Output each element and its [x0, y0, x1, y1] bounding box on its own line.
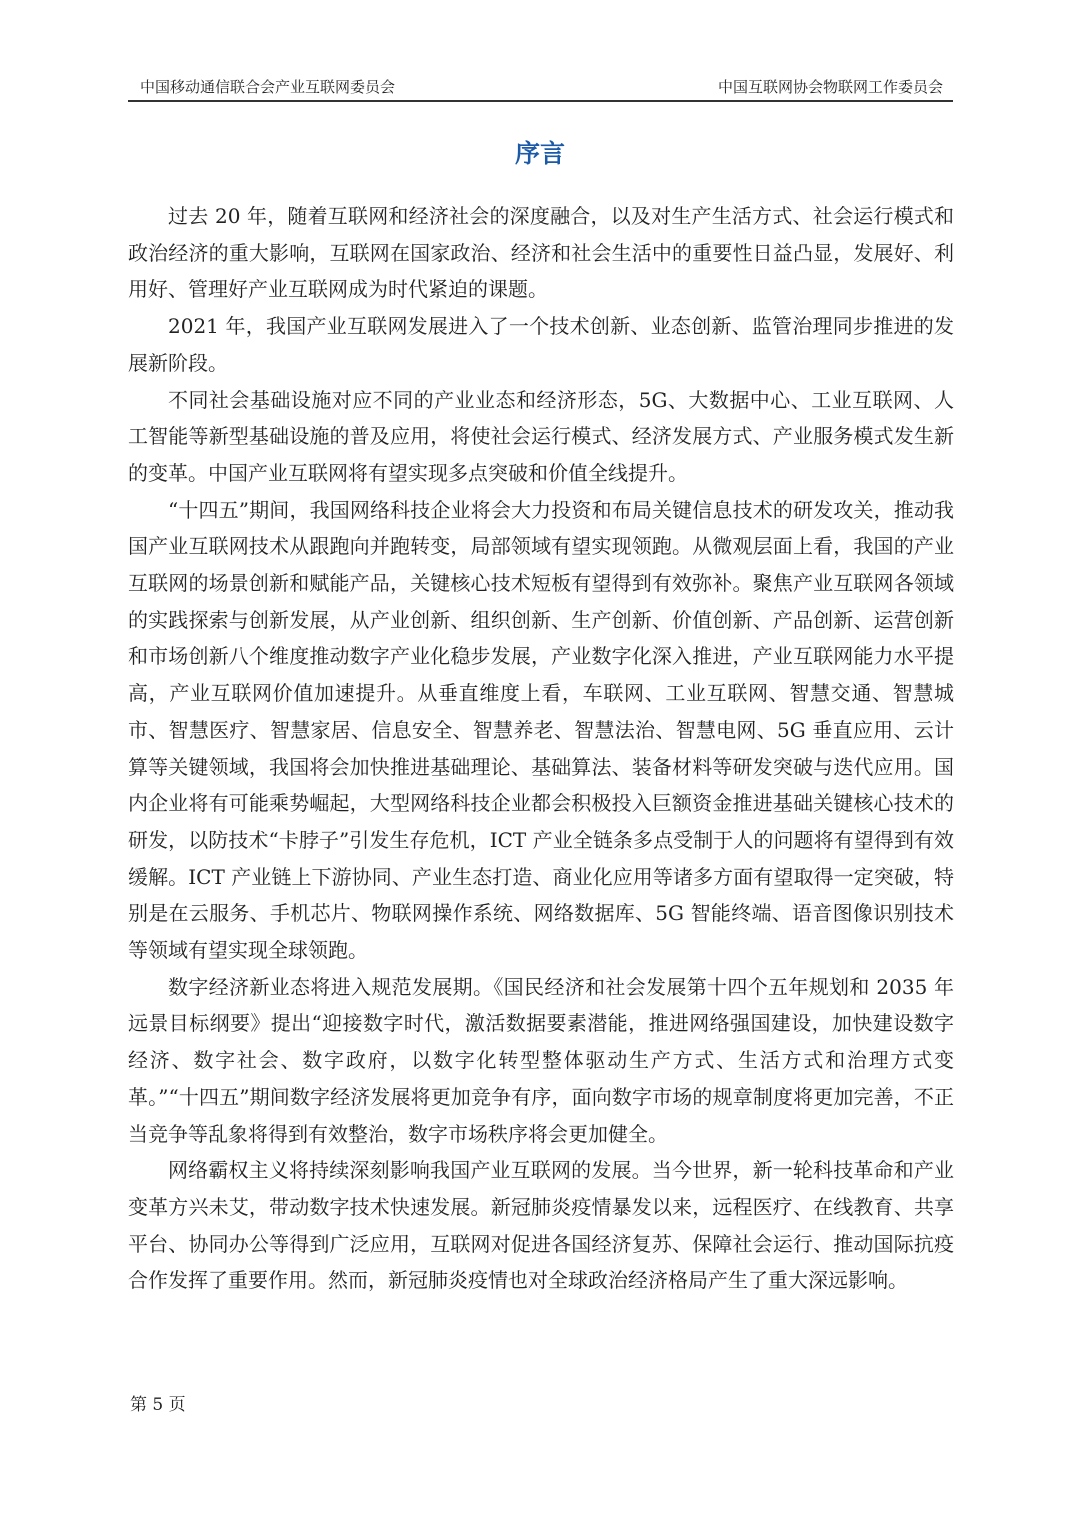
page-title: 序言	[514, 139, 565, 168]
paragraph: 数字经济新业态将进入规范发展期。《国民经济和社会发展第十四个五年规划和 2035 年远景目标纲要》提出“迎接数字时代，激活数据要素潜能，推进网络强国建设，加快建设数字经济、数字社会、数字政府，以数字化转型整体驱动生产方式、生活方式和治理方式变革。”“十四五”期间数字经济发展将更加竞争有序，面向数字市场的规章制度将更加完善，不正当竞争等乱象将得到有效整治，数字市场秩序将会更加健全。	[128, 974, 954, 1146]
paragraph: 不同社会基础设施对应不同的产业业态和经济形态，5G、大数据中心、工业互联网、人工智能等新型基础设施的普及应用，将使社会运行模式、经济发展方式、产业服务模式发生新的变革。中国产业互联网将有望实现多点突破和价值全线提升。	[128, 387, 954, 485]
paragraph: 网络霸权主义将持续深刻影响我国产业互联网的发展。当今世界，新一轮科技革命和产业变革方兴未艾，带动数字技术快速发展。新冠肺炎疫情暴发以来，远程医疗、在线教育、共享平台、协同办公等得到广泛应用，互联网对促进各国经济复苏、保障社会运行、推动国际抗疫合作发挥了重要作用。然而，新冠肺炎疫情也对全球政治经济格局产生了重大深远影响。	[128, 1158, 954, 1293]
body-text	[128, 198, 954, 1299]
page-number: 第 5 页	[130, 1395, 186, 1415]
paragraph: 过去 20 年，随着互联网和经济社会的深度融合，以及对生产生活方式、社会运行模式和政治经济的重大影响，互联网在国家政治、经济和社会生活中的重要性日益凸显，发展好、利用好、管理好产业互联网成为时代紧迫的课题。	[128, 204, 954, 302]
page-header	[128, 72, 953, 102]
paragraph: “十四五”期间，我国网络科技企业将会大力投资和布局关键信息技术的研发攻关，推动我国产业互联网技术从跟跑向并跑转变，局部领域有望实现领跑。从微观层面上看，我国的产业互联网的场景创新和赋能产品，关键核心技术短板有望得到有效弥补。聚焦产业互联网各领域的实践探索与创新发展，从产业创新、组织创新、生产创新、价值创新、产品创新、运营创新和市场创新八个维度推动数字产业化稳步发展，产业数字化深入推进，产业互联网能力水平提高，产业互联网价值加速提升。从垂直维度上看，车联网、工业互联网、智慧交通、智慧城市、智慧医疗、智慧家居、信息安全、智慧养老、智慧法治、智慧电网、5G 垂直应用、云计算等关键领域，我国将会加快推进基础理论、基础算法、装备材料等研发突破与迭代应用。国内企业将有可能乘势崛起，大型网络科技企业都会积极投入巨额资金推进基础关键核心技术的研发，以防技术“卡脖子”引发生存危机，ICT 产业全链条多点受制于人的问题将有望得到有效缓解。ICT 产业链上下游协同、产业生态打造、商业化应用等诸多方面有望取得一定突破，特别是在云服务、手机芯片、物联网操作系统、网络数据库、5G 智能终端、语音图像识别技术等领域有望实现全球领跑。	[128, 497, 954, 963]
header-left-org: 中国移动通信联合会产业互联网委员会	[140, 78, 396, 96]
paragraph: 2021 年，我国产业互联网发展进入了一个技术创新、业态创新、监管治理同步推进的发展新阶段。	[128, 314, 954, 375]
header-right-org: 中国互联网协会物联网工作委员会	[717, 78, 943, 96]
